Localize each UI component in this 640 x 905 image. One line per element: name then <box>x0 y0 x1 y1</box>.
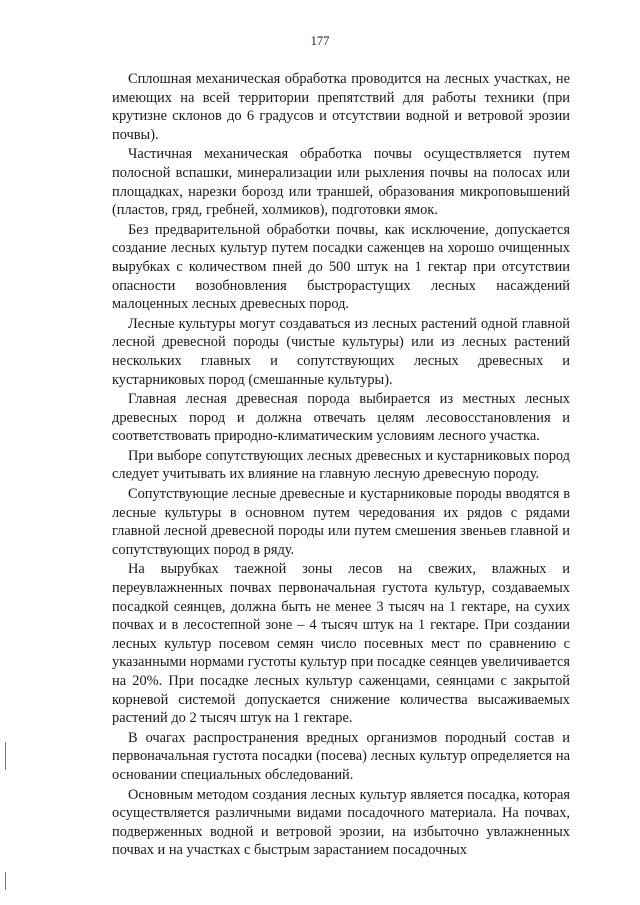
paragraph: На вырубках таежной зоны лесов на свежих, влажных и переувлажненных почвах первоначальная густота культур, создаваемых посадкой сеянцев, должна быть не менее 3 тысяч на 1 гектаре, на сухих почвах и в лесостепной зоне – 4 тысяч штук на 1 гектаре. При создании лесных культур посевом семян число посевных мест по сравнению с указанными нормами густоты культур при посадке сеянцев увеличивается на 20%. При посадке лесных культур саженцами, сеянцами с закрытой корневой системой допускается снижение количества высаживаемых растений до 2 тысяч штук на 1 гектаре. <box>112 561 570 727</box>
paragraph: Частичная механическая обработка почвы осуществляется путем полосной вспашки, минерализации или рыхления почвы на полосах или площадках, нарезки борозд или траншей, образования микроповышений (пластов, гряд, гребней, холмиков), подготовки ямок. <box>112 146 570 219</box>
paragraph: Сплошная механическая обработка проводится на лесных участках, не имеющих на всей территории препятствий для работы техники (при крутизне склонов до 6 градусов и отсутствии водной и ветровой эрозии почвы). <box>112 71 570 143</box>
page-number: 177 <box>310 34 330 48</box>
scan-margin-mark <box>5 742 6 770</box>
paragraph: Главная лесная древесная порода выбирается из местных лесных древесных пород и должна отвечать целям лесовосстановления и соответствовать природно-климатическим условиям лесного участка. <box>112 391 570 445</box>
paragraph: Лесные культуры могут создаваться из лесных растений одной главной лесной древесной породы (чистые культуры) или из лесных растений нескольких главных и сопутствующих лесных древесных и кустарниковых пород (смешанные культуры). <box>112 315 570 388</box>
paragraph: В очагах распространения вредных организмов породный состав и первоначальная густота посадки (посева) лесных культур определяется на основании специальных обследований. <box>112 729 570 783</box>
scan-margin-mark <box>5 872 6 890</box>
paragraph: При выборе сопутствующих лесных древесных и кустарниковых пород следует учитывать их влияние на главную лесную древесную породу. <box>112 447 570 483</box>
document-body <box>112 70 570 860</box>
paragraph: Без предварительной обработки почвы, как исключение, допускается создание лесных культур путем посадки саженцев на хорошо очищенных вырубках с количеством пней до 500 штук на 1 гектар при отсутствии опасности возобновления быстрорастущих лесных насаждений малоценных лесных древесных пород. <box>112 221 570 313</box>
paragraph: Сопутствующие лесные древесные и кустарниковые породы вводятся в лесные культуры в основном путем чередования их рядов с рядами главной лесной древесной породы или путем смешения звеньев главной и сопутствующих пород в ряду. <box>112 486 570 558</box>
paragraph: Основным методом создания лесных культур является посадка, которая осуществляется различными видами посадочного материала. На почвах, подверженных водной и ветровой эрозии, на избыточно увлажненных почвах и на участках с быстрым зарастанием посадочных <box>112 786 570 859</box>
